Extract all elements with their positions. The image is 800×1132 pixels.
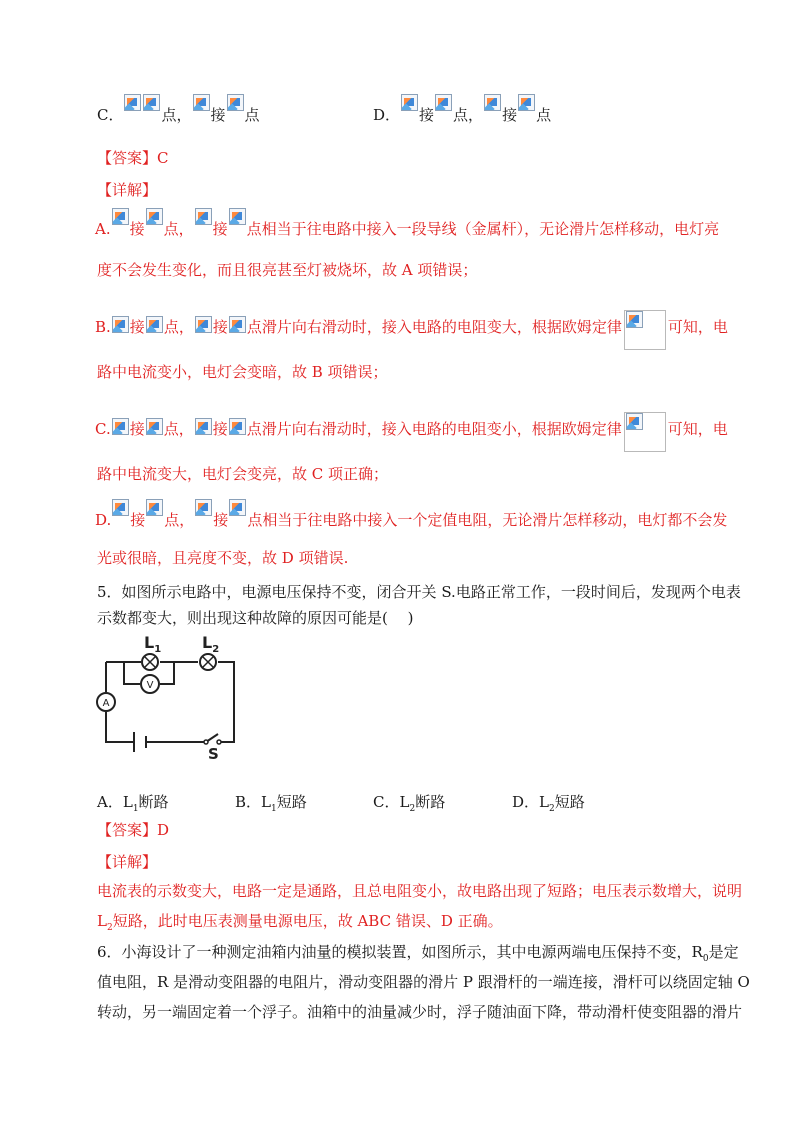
option-letter: C． — [373, 793, 400, 811]
answer-tag: 【答案】 — [97, 149, 158, 167]
formula-image-icon — [112, 499, 129, 516]
detail-text: 接 — [212, 420, 228, 438]
detail-text: 可知，电 — [667, 318, 728, 336]
formula-image-icon — [195, 418, 212, 435]
detail-letter: B. — [95, 318, 111, 336]
q4-option-c — [97, 104, 260, 125]
q4-detail-c-line2 — [97, 464, 388, 484]
q4-detail-a-line1 — [95, 218, 719, 239]
option-text: 接 — [502, 106, 518, 124]
formula-image-icon — [146, 418, 163, 435]
switch-contact — [217, 740, 221, 744]
q6-line3 — [97, 1002, 742, 1022]
detail-text: 点， — [163, 420, 194, 438]
option-text: 接 — [210, 106, 226, 124]
detail-sub: 2 — [106, 923, 113, 933]
formula-image-icon — [229, 499, 246, 516]
q5-option-c — [373, 791, 445, 814]
detail-text: 接 — [129, 318, 145, 336]
answer-value: D — [157, 821, 170, 839]
q4-detail-b-line1 — [95, 310, 728, 350]
option-sub: 2 — [549, 804, 555, 814]
circuit-diagram — [94, 632, 244, 762]
formula-image-icon — [401, 94, 418, 111]
detail-text: 接 — [129, 420, 145, 438]
formula-image-icon — [435, 94, 452, 111]
option-sub: 1 — [132, 804, 139, 814]
option-text: 短路 — [276, 793, 307, 811]
option-letter: D． — [512, 793, 540, 811]
option-text: 点， — [161, 106, 192, 124]
q4-detail-a-line2 — [97, 260, 477, 280]
lamp-l2-label: $L_2$ — [202, 633, 220, 655]
answer-value: C — [157, 149, 169, 167]
formula-image-icon — [227, 94, 244, 111]
question-text: 5．如图所示电路中，电源电压保持不变，闭合开关 S.电路正常工作，一段时间后，发现两个电表 — [97, 583, 741, 601]
formula-image-icon — [193, 94, 210, 111]
lamp-l2 — [200, 654, 216, 670]
question-text: 是定 — [708, 943, 739, 961]
formula-image-icon — [195, 499, 212, 516]
q5-stem-line1 — [97, 582, 741, 602]
detail-letter: D. — [95, 511, 112, 529]
detail-text: 接 — [212, 318, 228, 336]
q4-detail-c-line1 — [95, 412, 728, 452]
detail-text: 点， — [163, 318, 194, 336]
detail-text: 点， — [163, 220, 194, 238]
formula-image-icon — [229, 418, 246, 435]
option-sub: 2 — [409, 804, 416, 814]
detail-letter: C. — [95, 420, 111, 438]
detail-text: 度不会发生变化，而且很亮甚至灯被烧坏，故 A 项错误； — [97, 261, 478, 279]
detail-text: 路中电流变大，电灯会变亮，故 C 项正确； — [97, 465, 389, 483]
question-text: 值电阻，R 是滑动变阻器的电阻片，滑动变阻器的滑片 P 跟滑杆的一端连接，滑杆可以绕固定轴 O — [97, 973, 750, 991]
svg-text:V: V — [146, 680, 154, 691]
detail-text: 接 — [213, 511, 229, 529]
formula-image-icon — [626, 311, 643, 328]
formula-image-icon — [112, 208, 129, 225]
formula-image-icon — [146, 208, 163, 225]
q6-line1 — [97, 942, 739, 969]
q5-answer — [97, 820, 169, 840]
formula-box — [624, 310, 666, 350]
q6-line2 — [97, 972, 750, 992]
q4-detail-tag — [97, 180, 157, 200]
svg-text:A: A — [102, 698, 110, 709]
detail-text: 点滑片向右滑动时，接入电路的电阻变小，根据欧姆定律 — [246, 420, 622, 438]
option-text: 断路 — [138, 793, 169, 811]
formula-image-icon — [195, 208, 212, 225]
formula-image-icon — [518, 94, 535, 111]
formula-image-icon — [484, 94, 501, 111]
detail-tag: 【详解】 — [97, 853, 158, 871]
q5-option-b — [235, 791, 307, 814]
option-text: L — [399, 793, 410, 811]
formula-image-icon — [195, 316, 212, 333]
q5-detail-tag — [97, 852, 157, 872]
option-sub: 1 — [271, 804, 277, 814]
detail-text: 光或很暗，且亮度不变，故 D 项错误. — [97, 549, 349, 567]
q5-stem-line2 — [97, 608, 413, 628]
q5-option-a — [97, 791, 169, 814]
question-text: 转动，另一端固定着一个浮子。油箱中的油量减少时，浮子随油面下降，带动滑杆使变阻器的滑片 — [97, 1003, 743, 1021]
q4-detail-b-line2 — [97, 362, 388, 382]
q4-detail-d-line1 — [95, 509, 727, 530]
option-text: 断路 — [415, 793, 446, 811]
option-text: 点 — [244, 106, 260, 124]
detail-letter: A. — [95, 220, 111, 238]
option-text: 点， — [453, 106, 484, 124]
formula-image-icon — [146, 499, 163, 516]
detail-text: 点滑片向右滑动时，接入电路的电阻变大，根据欧姆定律 — [246, 318, 622, 336]
switch-contact — [204, 740, 208, 744]
answer-tag: 【答案】 — [97, 821, 158, 839]
question-text: 示数都变大，则出现这种故障的原因可能是( ) — [97, 609, 414, 627]
detail-tag: 【详解】 — [97, 181, 158, 199]
voltmeter — [141, 675, 159, 693]
q4-option-d — [373, 104, 551, 125]
option-text: 点 — [536, 106, 552, 124]
option-letter: B． — [235, 793, 262, 811]
option-letter: A． — [97, 793, 123, 811]
detail-text: 接 — [130, 511, 146, 529]
lamp-l1-label: $L_1$ — [144, 633, 162, 655]
formula-image-icon — [229, 208, 246, 225]
detail-text: 点， — [164, 511, 195, 529]
option-text: 接 — [419, 106, 435, 124]
detail-text: 可知，电 — [667, 420, 728, 438]
detail-text: 点相当于往电路中接入一个定值电阻，无论滑片怎样移动，电灯都不会发 — [247, 511, 728, 529]
detail-text: 电流表的示数变大，电路一定是通路，且总电阻变小，故电路出现了短路；电压表示数增大，说明 — [97, 882, 743, 900]
q4-detail-d-line2 — [97, 548, 348, 568]
option-text: L — [122, 793, 133, 811]
option-letter: C． — [97, 106, 124, 124]
option-text: L — [261, 793, 271, 811]
formula-image-icon — [146, 316, 163, 333]
option-text: 短路 — [554, 793, 585, 811]
formula-box — [624, 412, 666, 452]
lamp-l1 — [142, 654, 158, 670]
formula-image-icon — [626, 413, 643, 430]
detail-text: 接 — [212, 220, 228, 238]
detail-text: 点相当于往电路中接入一段导线（金属杆），无论滑片怎样移动，电灯亮 — [246, 220, 720, 238]
question-sub: 0 — [702, 954, 709, 964]
detail-text: 接 — [129, 220, 145, 238]
detail-text: 短路，此时电压表测量电源电压，故 ABC 错误、D 正确。 — [112, 912, 503, 930]
q5-option-d — [512, 791, 585, 814]
formula-image-icon — [229, 316, 246, 333]
formula-image-icon — [124, 94, 141, 111]
detail-text: 路中电流变小，电灯会变暗，故 B 项错误； — [97, 363, 388, 381]
q4-answer — [97, 148, 169, 168]
q5-detail-line2 — [97, 911, 503, 938]
formula-image-icon — [143, 94, 160, 111]
option-letter: D． — [373, 106, 401, 124]
option-text: L — [539, 793, 549, 811]
detail-text: L — [97, 912, 107, 930]
q5-detail-line1 — [97, 881, 742, 901]
formula-image-icon — [112, 418, 129, 435]
ammeter — [97, 693, 115, 711]
question-text: 6．小海设计了一种测定油箱内油量的模拟装置，如图所示，其中电源两端电压保持不变，R — [97, 943, 703, 961]
formula-image-icon — [112, 316, 129, 333]
switch-label: S — [208, 745, 219, 762]
